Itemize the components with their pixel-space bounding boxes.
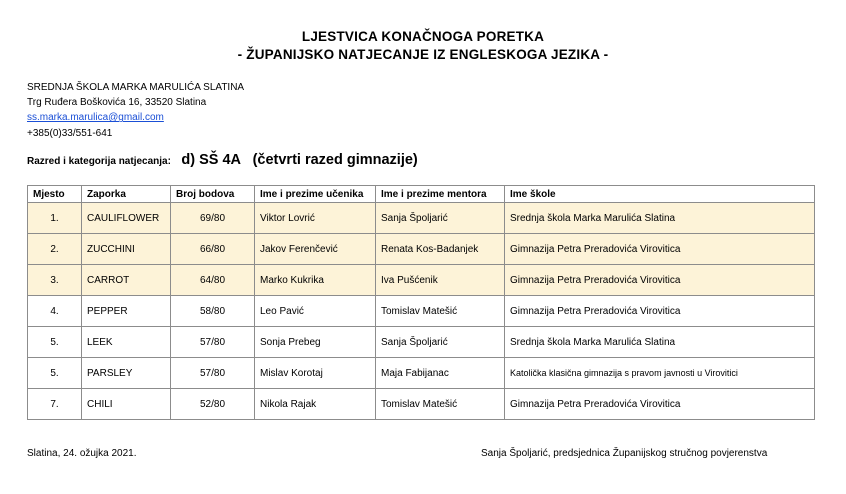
table-row: [28, 358, 815, 389]
signature-line: Sanja Špoljarić, predsjednica Županijskog stručnog povjerenstva: [481, 448, 768, 459]
cell-school: Srednja škola Marka Marulića Slatina: [505, 327, 815, 358]
cell-points: 57/80: [171, 358, 255, 389]
cell-place: 5.: [28, 358, 82, 389]
cell-code: CARROT: [82, 265, 171, 296]
cell-mentor: Sanja Špoljarić: [376, 203, 505, 234]
cell-school: Gimnazija Petra Preradovića Virovitica: [505, 265, 815, 296]
table-row: [28, 203, 815, 234]
cell-code: ZUCCHINI: [82, 234, 171, 265]
table-header-row: [28, 186, 815, 203]
cell-points: 52/80: [171, 389, 255, 420]
cell-student: Mislav Korotaj: [255, 358, 376, 389]
cell-place: 1.: [28, 203, 82, 234]
cell-points: 66/80: [171, 234, 255, 265]
cell-place: 3.: [28, 265, 82, 296]
cell-code: LEEK: [82, 327, 171, 358]
cell-code: CAULIFLOWER: [82, 203, 171, 234]
cell-points: 69/80: [171, 203, 255, 234]
header-place: Mjesto: [28, 186, 82, 203]
cell-points: 57/80: [171, 327, 255, 358]
cell-points: 64/80: [171, 265, 255, 296]
cell-points: 58/80: [171, 296, 255, 327]
cell-student: Jakov Ferenčević: [255, 234, 376, 265]
header-student: Ime i prezime učenika: [255, 186, 376, 203]
cell-mentor: Maja Fabijanac: [376, 358, 505, 389]
results-table: [27, 185, 815, 420]
cell-student: Leo Pavić: [255, 296, 376, 327]
header-code: Zaporka: [82, 186, 171, 203]
cell-school: Srednja škola Marka Marulića Slatina: [505, 203, 815, 234]
cell-mentor: Renata Kos-Badanjek: [376, 234, 505, 265]
table-row: [28, 327, 815, 358]
school-email-link[interactable]: ss.marka.marulica@gmail.com: [27, 112, 164, 124]
school-address: Trg Ruđera Boškovića 16, 33520 Slatina: [27, 97, 207, 109]
cell-student: Sonja Prebeg: [255, 327, 376, 358]
cell-mentor: Tomislav Matešić: [376, 296, 505, 327]
school-phone: +385(0)33/551-641: [27, 127, 113, 139]
document-title: [0, 28, 846, 64]
cell-school: Gimnazija Petra Preradovića Virovitica: [505, 296, 815, 327]
cell-mentor: Tomislav Matešić: [376, 389, 505, 420]
cell-student: Marko Kukrika: [255, 265, 376, 296]
cell-code: CHILI: [82, 389, 171, 420]
cell-student: Viktor Lovrić: [255, 203, 376, 234]
category-value: d) SŠ 4A (četvrti razed gimnazije): [181, 152, 418, 168]
title-line-1: LJESTVICA KONAČNOGA PORETKA: [301, 29, 545, 44]
cell-school: Gimnazija Petra Preradovića Virovitica: [505, 389, 815, 420]
table-row: [28, 296, 815, 327]
category-label: Razred i kategorija natjecanja:: [27, 156, 171, 167]
competition-category: [27, 151, 418, 169]
table-row: [28, 265, 815, 296]
header-school: Ime škole: [505, 186, 815, 203]
cell-student: Nikola Rajak: [255, 389, 376, 420]
school-info: [27, 80, 244, 141]
title-line-2: - ŽUPANIJSKO NATJECANJE IZ ENGLESKOGA JEZIKA -: [237, 47, 609, 62]
school-name: SREDNJA ŠKOLA MARKA MARULIĆA SLATINA: [27, 82, 245, 93]
table-row: [28, 389, 815, 420]
cell-mentor: Iva Pušćenik: [376, 265, 505, 296]
place-and-date: Slatina, 24. ožujka 2021.: [27, 448, 137, 459]
cell-place: 4.: [28, 296, 82, 327]
table-row: [28, 234, 815, 265]
cell-school: Gimnazija Petra Preradovića Virovitica: [505, 234, 815, 265]
cell-place: 5.: [28, 327, 82, 358]
cell-school: Katolička klasična gimnazija s pravom javnosti u Virovitici: [505, 358, 815, 389]
cell-code: PEPPER: [82, 296, 171, 327]
header-mentor: Ime i prezime mentora: [376, 186, 505, 203]
cell-place: 7.: [28, 389, 82, 420]
cell-code: PARSLEY: [82, 358, 171, 389]
cell-mentor: Sanja Špoljarić: [376, 327, 505, 358]
header-points: Broj bodova: [171, 186, 255, 203]
cell-place: 2.: [28, 234, 82, 265]
